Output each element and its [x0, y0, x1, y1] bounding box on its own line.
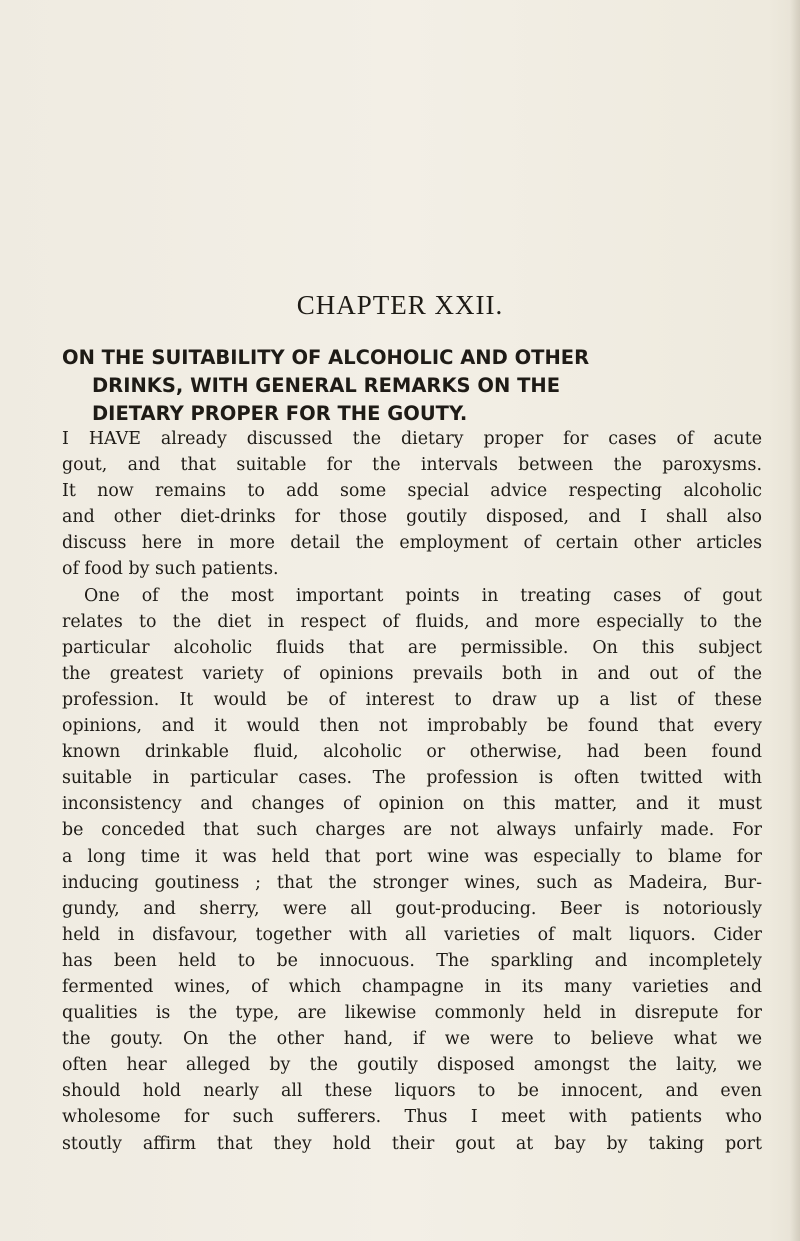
text-line: One of the most important points in treating cases of gout — [84, 585, 762, 606]
text-line: a long time it was held that port wine was especially to blame for — [62, 846, 762, 867]
text-line: the greatest variety of opinions prevails both in and out of the — [62, 663, 762, 684]
text-line: known drinkable fluid, alcoholic or otherwise, had been found — [62, 742, 762, 763]
text-line: has been held to be innocuous. The sparkling and incompletely — [62, 950, 762, 971]
text-line: gundy, and sherry, were all gout-producing. Beer is notoriously — [62, 898, 762, 919]
text-line: opinions, and it would then not improbably be found that every — [62, 716, 762, 737]
text-line: held in disfavour, together with all varieties of malt liquors. Cider — [62, 924, 762, 945]
text-line: particular alcoholic fluids that are permissible. On this subject — [62, 637, 762, 658]
text-line: wholesome for such sufferers. Thus I meet with patients who — [62, 1107, 762, 1128]
heading-line: DIETARY PROPER FOR THE GOUTY. — [92, 402, 468, 425]
text-line: be conceded that such charges are not always unfairly made. For — [62, 820, 762, 841]
text-line: profession. It would be of interest to draw up a list of these — [62, 689, 762, 710]
heading-line: DRINKS, WITH GENERAL REMARKS ON THE — [92, 374, 561, 397]
text-line: suitable in particular cases. The profession is often twitted with — [62, 768, 762, 789]
text-line: discuss here in more detail the employment of certain other articles — [62, 533, 762, 554]
chapter-heading — [62, 344, 762, 428]
chapter-title: CHAPTER XXII. — [296, 290, 504, 320]
text-line: the gouty. On the other hand, if we were to believe what we — [62, 1029, 762, 1050]
text-line: I HAVE already discussed the dietary proper for cases of acute — [62, 429, 762, 449]
page-edge-shadow — [790, 0, 800, 1241]
text-line: of food by such patients. — [62, 559, 279, 580]
text-line: inducing goutiness ; that the stronger wines, such as Madeira, Bur- — [62, 872, 762, 893]
text-line: fermented wines, of which champagne in its many varieties and — [62, 976, 762, 997]
text-line: stoutly affirm that they hold their gout at bay by taking port — [62, 1133, 762, 1154]
text-line: should hold nearly all these liquors to be innocent, and even — [62, 1081, 762, 1102]
text-line: gout, and that suitable for the intervals between the paroxysms. — [62, 455, 762, 476]
text-line: It now remains to add some special advice respecting alcoholic — [62, 481, 762, 502]
heading-line: ON THE SUITABILITY OF ALCOHOLIC AND OTHER — [62, 346, 590, 369]
text-line: inconsistency and changes of opinion on this matter, and it must — [62, 794, 762, 815]
text-line: qualities is the type, are likewise commonly held in disrepute for — [62, 1003, 762, 1024]
body-text — [62, 426, 762, 1157]
text-line: often hear alleged by the goutily disposed amongst the laity, we — [62, 1055, 762, 1076]
text-line: and other diet-drinks for those goutily disposed, and I shall also — [62, 507, 762, 528]
text-line: relates to the diet in respect of fluids, and more especially to the — [62, 611, 762, 632]
